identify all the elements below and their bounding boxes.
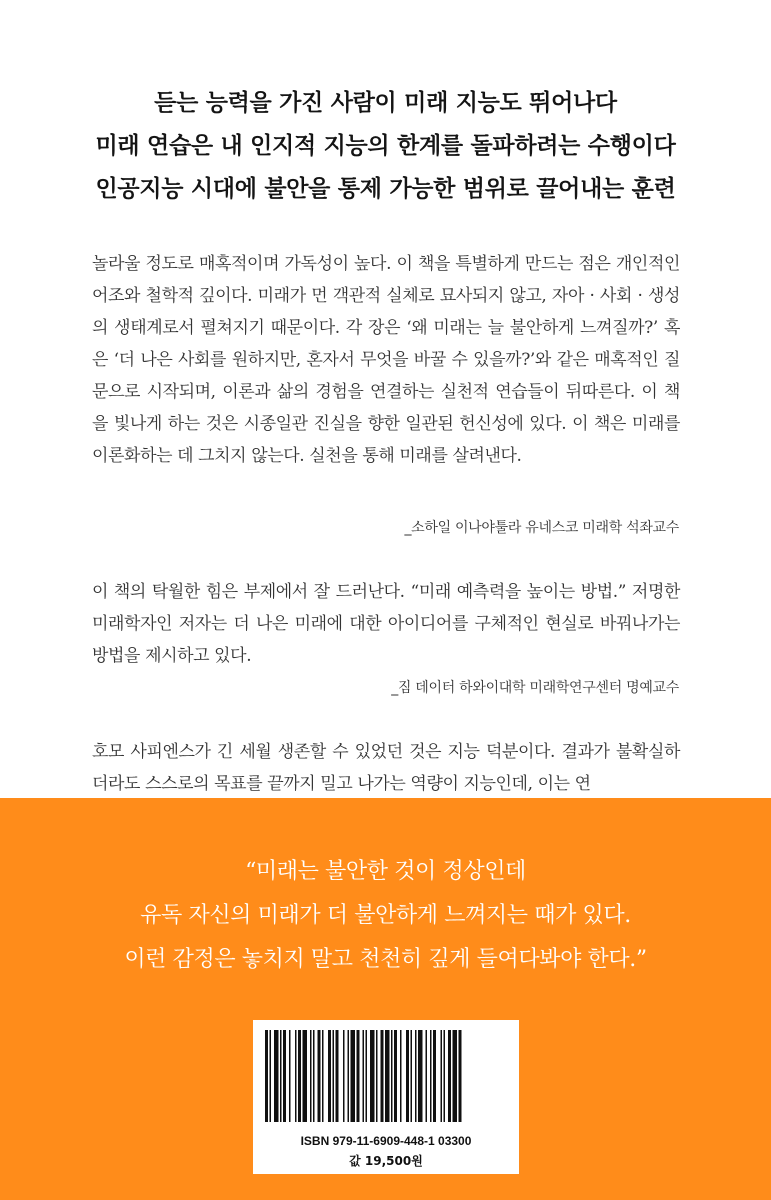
price-label: 값 19,500원 bbox=[349, 1154, 423, 1168]
headline-1: 듣는 능력을 가진 사람이 미래 지능도 뛰어나다 bbox=[154, 90, 617, 116]
barcode-bar bbox=[310, 1030, 312, 1122]
barcode-bar bbox=[343, 1030, 345, 1122]
barcode-bar bbox=[318, 1030, 321, 1122]
barcode-bar bbox=[265, 1030, 268, 1122]
barcode-bar bbox=[328, 1030, 331, 1122]
barcode-bar bbox=[303, 1030, 308, 1122]
barcode-bar bbox=[448, 1030, 451, 1122]
barcode-bar bbox=[400, 1030, 402, 1122]
barcode-bar bbox=[280, 1030, 282, 1122]
barcode-bar bbox=[313, 1030, 315, 1122]
barcode-bar bbox=[385, 1030, 390, 1122]
pull-quote-line-2: 유독 자신의 미래가 더 불안하게 느껴지는 때가 있다. bbox=[140, 903, 631, 928]
barcode-bar bbox=[289, 1030, 291, 1122]
headline-2: 미래 연습은 내 인지적 지능의 한계를 돌파하려는 수행이다 bbox=[95, 133, 676, 159]
barcode-bar bbox=[411, 1030, 413, 1122]
isbn-number: ISBN 979-11-6909-448-1 03300 bbox=[300, 1134, 472, 1148]
barcode-bar bbox=[406, 1030, 409, 1122]
barcode-bar bbox=[336, 1030, 339, 1122]
barcode-bar bbox=[295, 1030, 297, 1122]
barcode-bar bbox=[376, 1030, 378, 1122]
barcode-bar bbox=[363, 1030, 365, 1122]
review-2-text: 이 책의 탁월한 힘은 부제에서 잘 드러난다. “미래 예측력을 높이는 방법.” 저명한 미래학자인 저자는 더 나은 미래에 대한 아이디어를 구체적인 현실로 바꿔나가는 방법을 제시하고 있다. bbox=[92, 582, 680, 666]
barcode-bar bbox=[453, 1030, 458, 1122]
barcode-bar bbox=[459, 1030, 462, 1122]
barcode-bar bbox=[441, 1030, 443, 1122]
barcode-bar bbox=[391, 1030, 393, 1122]
barcode-bar bbox=[426, 1030, 428, 1122]
barcode-bar bbox=[433, 1030, 436, 1122]
barcode-bar bbox=[274, 1030, 279, 1122]
review-1-attribution: _소하일 이나야툴라 유네스코 미래학 석좌교수 bbox=[404, 520, 679, 536]
barcode-bar bbox=[357, 1030, 360, 1122]
review-3-text: 호모 사피엔스가 긴 세월 생존할 수 있었던 것은 지능 덕분이다. 결과가 불확실하더라도 스스로의 목표를 끝까지 밀고 나가는 역량이 지능인데, 이는 연 bbox=[92, 742, 680, 794]
barcode-bar bbox=[283, 1030, 286, 1122]
review-2-attribution: _짐 데이터 하와이대학 미래학연구센터 명예교수 bbox=[391, 680, 679, 696]
barcode-bar bbox=[333, 1030, 335, 1122]
barcode-bar bbox=[366, 1030, 368, 1122]
pull-quote bbox=[0, 850, 771, 982]
barcode-bar bbox=[418, 1030, 423, 1122]
barcode-bar bbox=[381, 1030, 384, 1122]
barcode-bar bbox=[394, 1030, 397, 1122]
orange-quote-panel bbox=[0, 798, 771, 1200]
barcode-bar bbox=[298, 1030, 301, 1122]
pull-quote-line-1: “미래는 불안한 것이 정상인데 bbox=[245, 859, 526, 884]
barcode-bar bbox=[270, 1030, 272, 1122]
barcode-bar bbox=[370, 1030, 375, 1122]
barcode-bar bbox=[444, 1030, 446, 1122]
barcode-bar bbox=[415, 1030, 417, 1122]
barcode-bar bbox=[322, 1030, 324, 1122]
headline-block bbox=[0, 82, 771, 211]
barcode-icon bbox=[263, 1030, 509, 1130]
barcode-bar bbox=[351, 1030, 356, 1122]
barcode-bar bbox=[348, 1030, 350, 1122]
barcode-bar bbox=[430, 1030, 432, 1122]
headline-3: 인공지능 시대에 불안을 통제 가능한 범위로 끌어내는 훈련 bbox=[95, 176, 676, 202]
pull-quote-line-3: 이런 감정은 놓치지 말고 천천히 깊게 들여다봐야 한다.” bbox=[124, 947, 647, 972]
barcode-box bbox=[253, 1020, 519, 1174]
review-1-text: 놀라울 정도로 매혹적이며 가독성이 높다. 이 책을 특별하게 만드는 점은 개인적인 어조와 철학적 깊이다. 미래가 먼 객관적 실체로 묘사되지 않고, 자아 · 사회 · 생성의 생태계로서 펼쳐지기 때문이다. 각 장은 ‘왜 미래는 늘 불안하게 느껴질까?’ 혹은 ‘더 나은 사회를 원하지만, 혼자서 무엇을 바꿀 수 있을까?’와 같은 매혹적인 질문으로 시작되며, 이론과 삶의 경험을 연결하는 실천적 연습들이 뒤따른다. 이 책을 빛나게 하는 것은 시종일관 진실을 향한 일관된 헌신성에 있다. 이 책은 미래를 이론화하는 데 그치지 않는다. 실천을 통해 미래를 살려낸다. bbox=[92, 254, 680, 466]
